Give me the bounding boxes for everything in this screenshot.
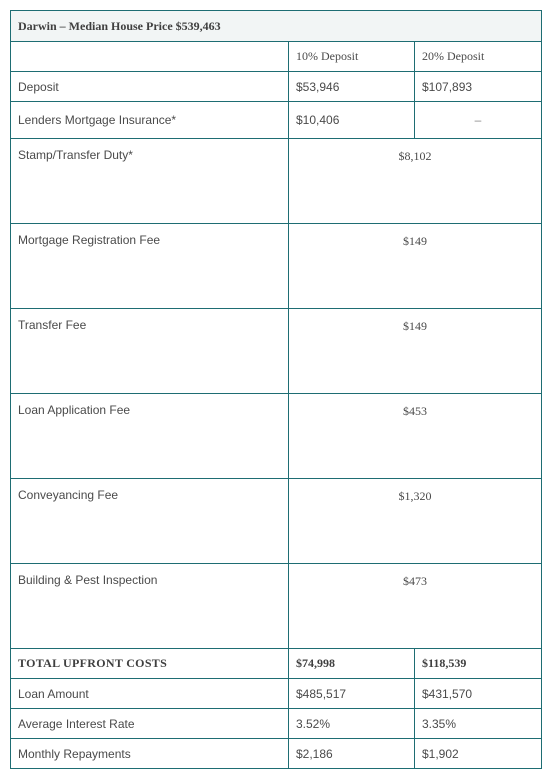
table-row-mortgage-registration: [11, 224, 542, 309]
cell-20: $1,902: [415, 739, 542, 769]
row-label: Deposit: [11, 72, 289, 102]
merged-value: $1,320: [289, 479, 542, 564]
row-label: Monthly Repayments: [11, 739, 289, 769]
table-row-loan-application: [11, 394, 542, 479]
row-label: Mortgage Registration Fee: [11, 224, 289, 309]
cell-10: $10,406: [289, 102, 415, 139]
cell-20: $107,893: [415, 72, 542, 102]
row-label: Conveyancing Fee: [11, 479, 289, 564]
table-row-lmi: [11, 102, 542, 139]
table-row-deposit: [11, 72, 542, 102]
row-label: Building & Pest Inspection: [11, 564, 289, 649]
header-20-deposit: 20% Deposit: [415, 42, 542, 72]
upfront-costs-table: [10, 10, 542, 769]
cell-10: $2,186: [289, 739, 415, 769]
table-row-conveyancing: [11, 479, 542, 564]
row-label: Stamp/Transfer Duty*: [11, 139, 289, 224]
table-title-row: [11, 11, 542, 42]
cell-20: –: [415, 102, 542, 139]
cell-10: $74,998: [289, 649, 415, 679]
cell-10: $53,946: [289, 72, 415, 102]
merged-value: $149: [289, 224, 542, 309]
table-row-monthly-repayments: [11, 739, 542, 769]
table-row-inspection: [11, 564, 542, 649]
cell-10: 3.52%: [289, 709, 415, 739]
merged-value: $473: [289, 564, 542, 649]
row-label: TOTAL UPFRONT COSTS: [11, 649, 289, 679]
table-row-stamp-duty: [11, 139, 542, 224]
row-label: Average Interest Rate: [11, 709, 289, 739]
cell-20: $118,539: [415, 649, 542, 679]
cell-20: 3.35%: [415, 709, 542, 739]
table-row-loan-amount: [11, 679, 542, 709]
row-label: Loan Amount: [11, 679, 289, 709]
table-row-total: [11, 649, 542, 679]
row-label: Loan Application Fee: [11, 394, 289, 479]
merged-value: $149: [289, 309, 542, 394]
empty-header-cell: [11, 42, 289, 72]
merged-value: $453: [289, 394, 542, 479]
row-label: Transfer Fee: [11, 309, 289, 394]
table-title: Darwin – Median House Price $539,463: [11, 11, 542, 42]
cell-10: $485,517: [289, 679, 415, 709]
cell-20: $431,570: [415, 679, 542, 709]
table-row-interest-rate: [11, 709, 542, 739]
merged-value: $8,102: [289, 139, 542, 224]
column-header-row: [11, 42, 542, 72]
header-10-deposit: 10% Deposit: [289, 42, 415, 72]
table-row-transfer-fee: [11, 309, 542, 394]
row-label: Lenders Mortgage Insurance*: [11, 102, 289, 139]
